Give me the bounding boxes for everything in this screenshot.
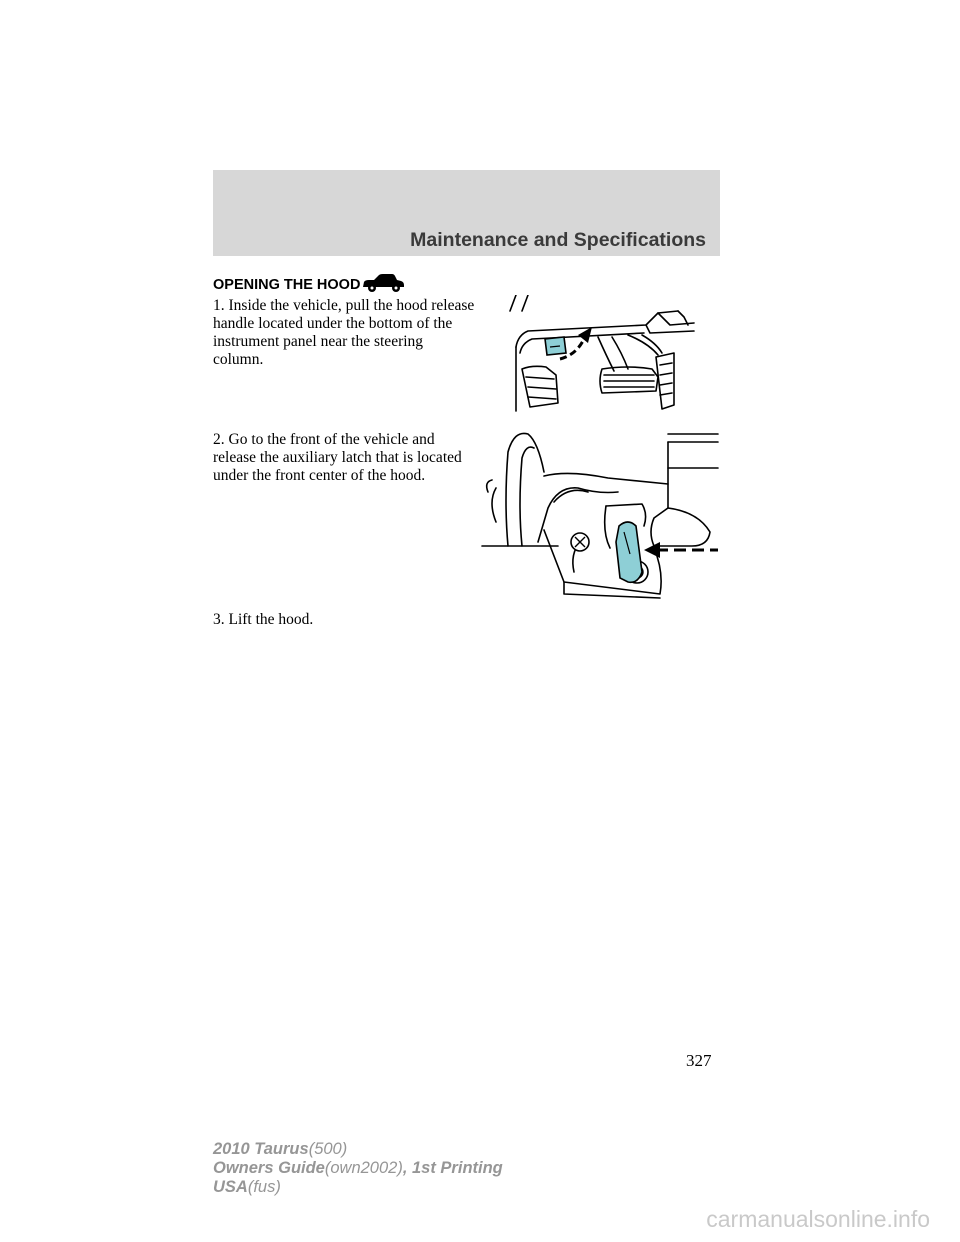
document-footer [213,1140,503,1197]
hood-release-handle-figure [498,295,720,415]
footer-model: 2010 Taurus [213,1140,309,1158]
section-heading-text: OPENING THE HOOD [213,277,361,293]
footer-printing: , 1st Printing [402,1159,503,1177]
section-header-band [213,170,720,256]
watermark: carmanualsonline.info [706,1206,930,1232]
step-3-text: 3. Lift the hood. [213,611,314,628]
step-1-text: 1. Inside the vehicle, pull the hood release handle located under the bottom of the instrument panel near the steering column. [213,297,475,368]
section-header-title: Maintenance and Specifications [410,229,706,251]
footer-guide: Owners Guide [213,1159,325,1177]
footer-model-code: (500) [308,1140,348,1158]
auxiliary-latch-figure [478,422,720,600]
footer-market: USA [213,1178,248,1196]
footer-guide-code: (own2002) [324,1159,403,1177]
section-heading [213,270,405,294]
car-hood-icon [361,272,405,294]
footer-market-code: (fus) [247,1178,281,1196]
page-number: 327 [686,1051,712,1070]
step-2-text: 2. Go to the front of the vehicle and release the auxiliary latch that is located under the front center of the hood. [213,431,462,484]
